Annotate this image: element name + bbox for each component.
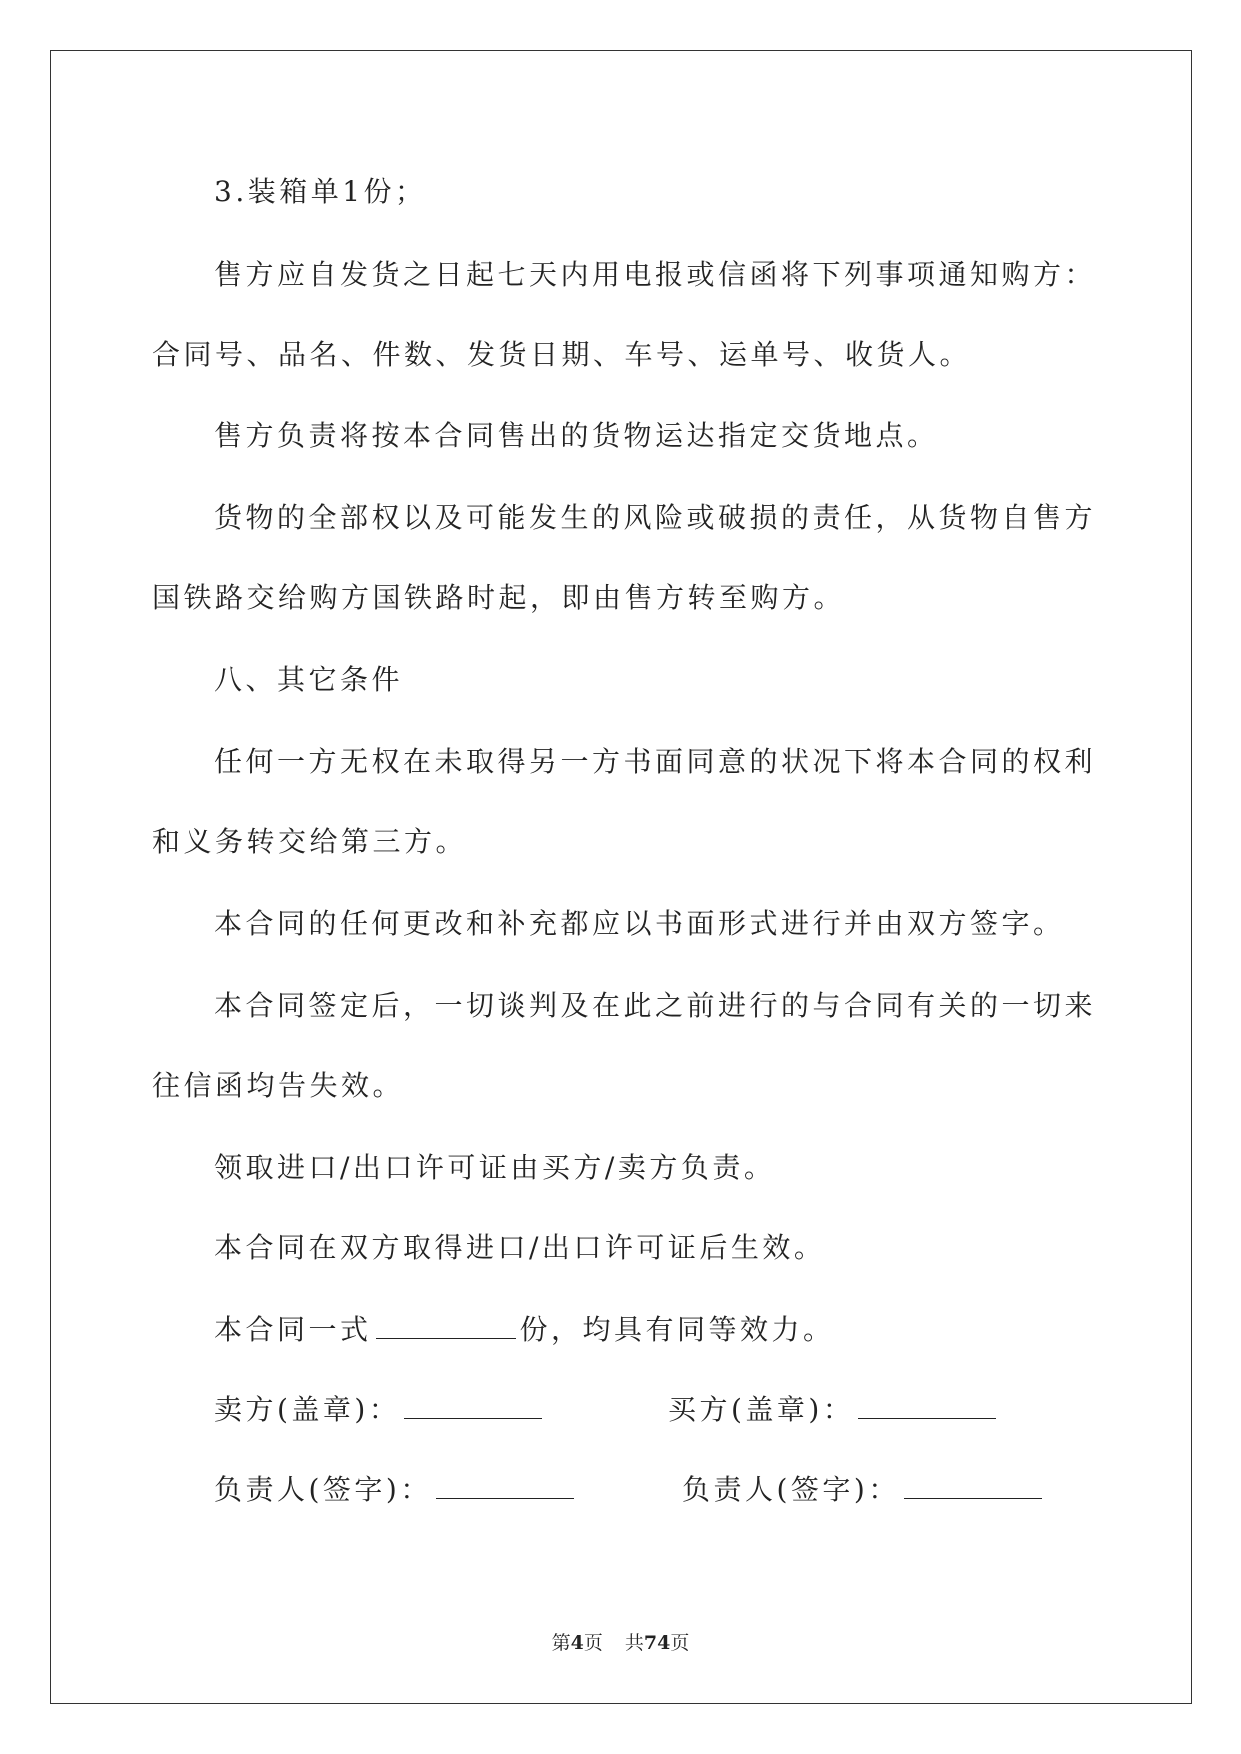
buyer-seal-label: 买方(盖章)：	[668, 1393, 855, 1426]
total-pages: 74	[643, 1632, 671, 1654]
paragraph-delivery: 售方负责将按本合同售出的货物运达指定交货地点。	[214, 419, 939, 452]
paragraph-amendments: 本合同的任何更改和补充都应以书面形式进行并由双方签字。	[214, 907, 1065, 940]
seller-sign-blank[interactable]	[436, 1476, 574, 1499]
copies-prefix: 本合同一式	[214, 1313, 372, 1346]
copies-blank-field[interactable]	[376, 1316, 516, 1339]
paragraph-assignment: 任何一方无权在未取得另一方书面同意的状况下将本合同的权利	[214, 745, 1097, 778]
buyer-sign-label: 负责人(签字)：	[682, 1473, 900, 1506]
total-suffix: 页	[670, 1632, 690, 1654]
paragraph-shipping-notice-cont: 合同号、品名、件数、发货日期、车号、运单号、收货人。	[152, 338, 972, 371]
paragraph-shipping-notice: 售方应自发货之日起七天内用电报或信函将下列事项通知购方：	[214, 258, 1097, 291]
buyer-sign-line	[682, 1472, 1046, 1508]
buyer-sign-blank[interactable]	[904, 1476, 1042, 1499]
seller-sign-label: 负责人(签字)：	[214, 1473, 432, 1506]
page-suffix: 页	[583, 1632, 603, 1654]
seller-seal-line	[214, 1392, 546, 1428]
paragraph-copies	[214, 1312, 835, 1348]
copies-suffix: 份，均具有同等效力。	[519, 1313, 835, 1346]
page-footer	[0, 1628, 1241, 1655]
page-prefix: 第	[551, 1632, 571, 1654]
paragraph-supersede: 本合同签定后，一切谈判及在此之前进行的与合同有关的一切来	[214, 989, 1097, 1022]
total-prefix: 共	[624, 1632, 644, 1654]
paragraph-license: 领取进口/出口许可证由买方/卖方负责。	[214, 1151, 776, 1184]
page-border	[50, 50, 1192, 1704]
paragraph-risk-transfer-cont: 国铁路交给购方国铁路时起，即由售方转至购方。	[152, 581, 846, 614]
page-number: 4	[570, 1632, 584, 1654]
paragraph-supersede-cont: 往信函均告失效。	[152, 1069, 405, 1102]
buyer-seal-line	[668, 1392, 1000, 1428]
seller-seal-label: 卖方(盖章)：	[214, 1393, 401, 1426]
paragraph-assignment-cont: 和义务转交给第三方。	[152, 825, 468, 858]
buyer-seal-blank[interactable]	[858, 1396, 996, 1419]
paragraph-risk-transfer: 货物的全部权以及可能发生的风险或破损的责任，从货物自售方	[214, 501, 1097, 534]
paragraph-packing-list: 3.装箱单1份；	[214, 175, 427, 208]
seller-seal-blank[interactable]	[404, 1396, 542, 1419]
section-heading-other-terms: 八、其它条件	[214, 663, 404, 696]
seller-sign-line	[214, 1472, 578, 1508]
paragraph-effective: 本合同在双方取得进口/出口许可证后生效。	[214, 1231, 826, 1264]
